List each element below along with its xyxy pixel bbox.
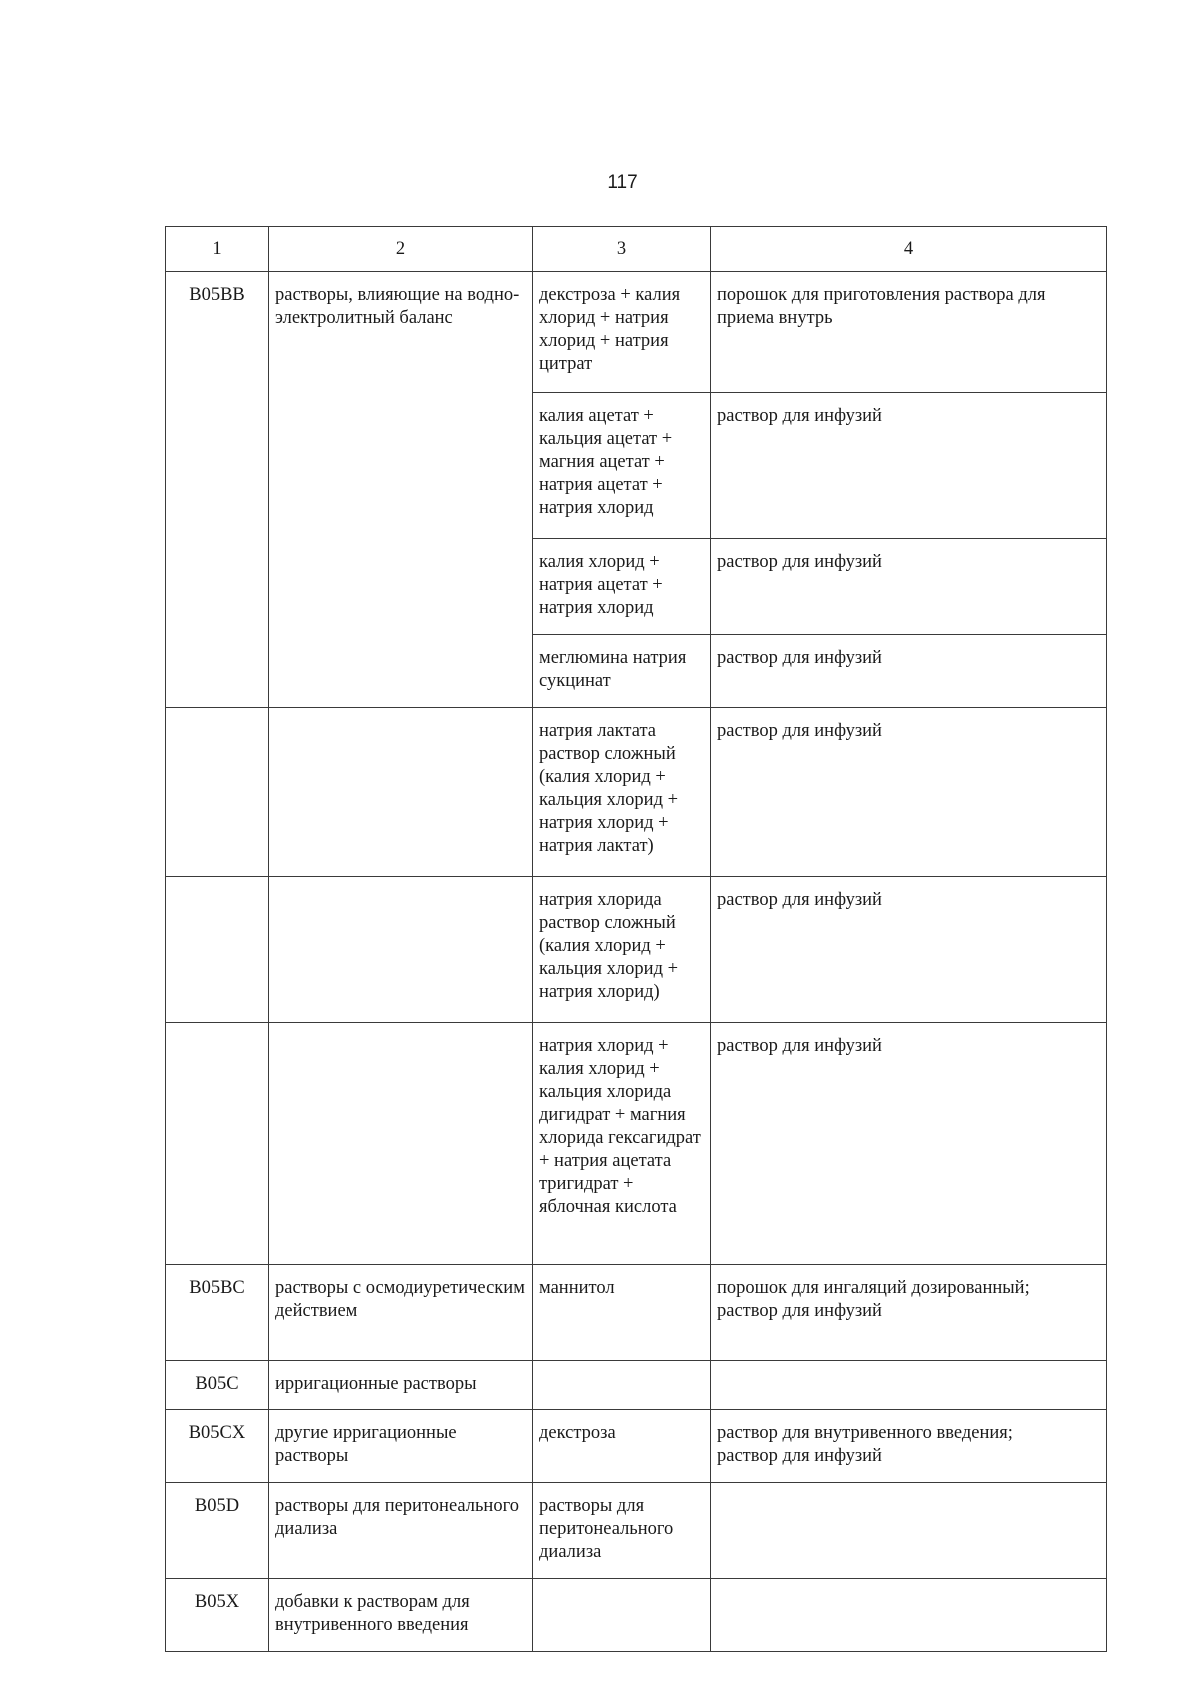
atc-code-cell: B05CX: [166, 1410, 269, 1483]
substance-cell: [533, 1579, 711, 1652]
group-name-cell: добавки к растворам для внутривенного введения: [269, 1579, 533, 1652]
column-header: 4: [711, 227, 1107, 272]
dosage-form-cell: раствор для инфузий: [711, 393, 1107, 539]
dosage-form-cell: раствор для инфузий: [711, 708, 1107, 877]
substance-cell: растворы для перитонеального диализа: [533, 1483, 711, 1579]
column-header: 2: [269, 227, 533, 272]
substance-cell: декстроза + калия хлорид + натрия хлорид + натрия цитрат: [533, 272, 711, 393]
substance-cell: меглюмина натрия сукцинат: [533, 635, 711, 708]
atc-code-cell: [166, 708, 269, 877]
group-name-cell: растворы для перитонеального диализа: [269, 1483, 533, 1579]
dosage-form-cell: [711, 1361, 1107, 1410]
group-name-cell: растворы, влияющие на водно-электролитный баланс: [269, 272, 533, 708]
substance-cell: калия хлорид + натрия ацетат + натрия хлорид: [533, 539, 711, 635]
dosage-form-cell: порошок для ингаляций дозированный; раствор для инфузий: [711, 1265, 1107, 1361]
column-header: 3: [533, 227, 711, 272]
table-row: [166, 272, 1107, 393]
group-name-cell: растворы с осмодиуретическим действием: [269, 1265, 533, 1361]
group-name-cell: [269, 877, 533, 1023]
table-row: [166, 708, 1107, 877]
substance-cell: маннитол: [533, 1265, 711, 1361]
substance-cell: калия ацетат + кальция ацетат + магния ацетат + натрия ацетат + натрия хлорид: [533, 393, 711, 539]
column-header: 1: [166, 227, 269, 272]
atc-code-cell: [166, 877, 269, 1023]
dosage-form-cell: раствор для инфузий: [711, 635, 1107, 708]
table-row: [166, 1579, 1107, 1652]
substance-cell: декстроза: [533, 1410, 711, 1483]
table-row: [166, 1410, 1107, 1483]
substance-cell: натрия хлорида раствор сложный (калия хлорид + кальция хлорид + натрия хлорид): [533, 877, 711, 1023]
group-name-cell: ирригационные растворы: [269, 1361, 533, 1410]
atc-code-cell: B05X: [166, 1579, 269, 1652]
table-row: [166, 877, 1107, 1023]
substance-cell: натрия лактата раствор сложный (калия хлорид + кальция хлорид + натрия хлорид + натрия лактат): [533, 708, 711, 877]
atc-code-cell: [166, 1023, 269, 1265]
dosage-form-cell: раствор для инфузий: [711, 877, 1107, 1023]
drug-table: [165, 226, 1107, 1652]
page-number: 117: [607, 172, 638, 193]
dosage-form-cell: раствор для инфузий: [711, 1023, 1107, 1265]
substance-cell: натрия хлорид + калия хлорид + кальция хлорида дигидрат + магния хлорида гексагидрат + натрия ацетата тригидрат + яблочная кислота: [533, 1023, 711, 1265]
table-row: [166, 1483, 1107, 1579]
dosage-form-cell: порошок для приготовления раствора для приема внутрь: [711, 272, 1107, 393]
table-row: [166, 1265, 1107, 1361]
header-row: [166, 227, 1107, 272]
group-name-cell: другие ирригационные растворы: [269, 1410, 533, 1483]
dosage-form-cell: [711, 1483, 1107, 1579]
atc-code-cell: B05BC: [166, 1265, 269, 1361]
dosage-form-cell: раствор для инфузий: [711, 539, 1107, 635]
group-name-cell: [269, 1023, 533, 1265]
atc-code-cell: B05C: [166, 1361, 269, 1410]
group-name-cell: [269, 708, 533, 877]
substance-cell: [533, 1361, 711, 1410]
dosage-form-cell: раствор для внутривенного введения; раствор для инфузий: [711, 1410, 1107, 1483]
atc-code-cell: B05D: [166, 1483, 269, 1579]
atc-code-cell: B05BB: [166, 272, 269, 708]
table-row: [166, 1023, 1107, 1265]
table-row: [166, 1361, 1107, 1410]
dosage-form-cell: [711, 1579, 1107, 1652]
